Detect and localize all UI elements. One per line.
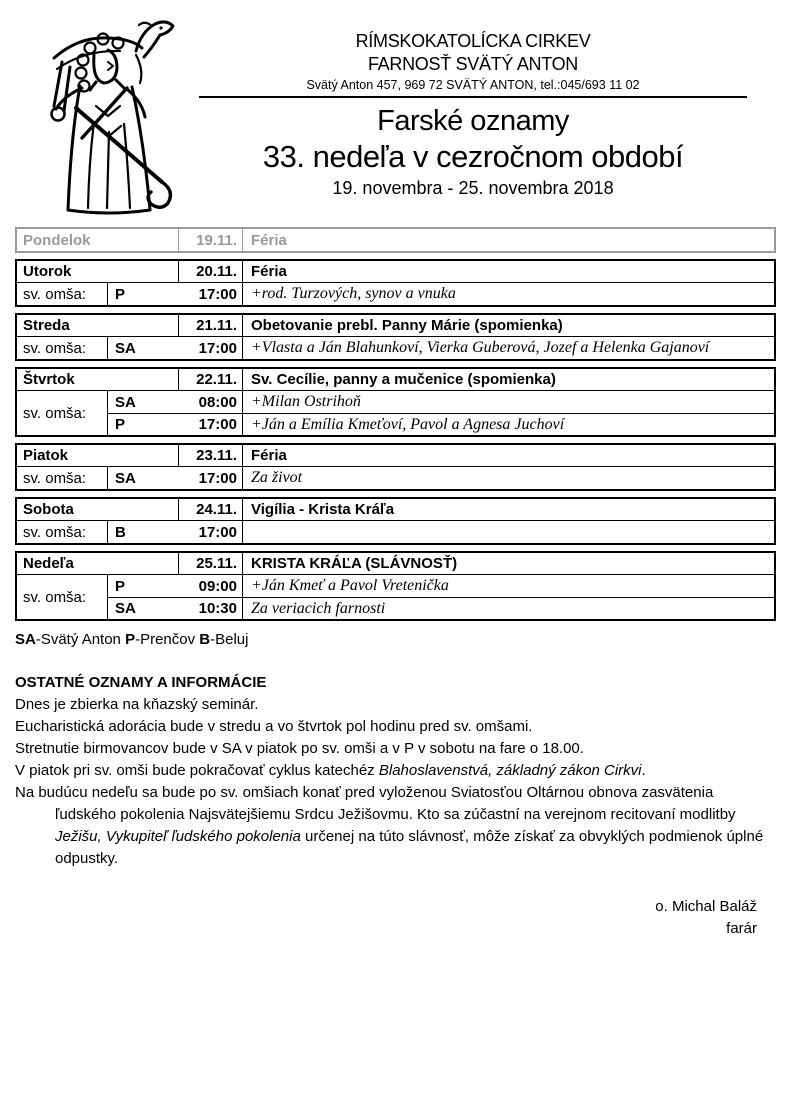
day-date: 22.11. [179,369,243,390]
org-name-line2: FARNOSŤ SVÄTÝ ANTON [367,54,578,74]
mass-intention: +rod. Turzových, synov a vnuka [251,285,456,302]
mass-section [17,575,774,619]
org-address: Svätý Anton 457, 969 72 SVÄTÝ ANTON, tel.:045/693 11 02 [306,78,640,92]
mass-place: SA [115,469,136,487]
day-date: 25.11. [179,553,243,574]
schedule-block [15,443,776,491]
day-date: 21.11. [179,315,243,336]
mass-place: B [115,523,126,541]
mass-lines [108,521,774,543]
signature-block [15,896,776,940]
feast-title: Vigília - Krista Kráľa [251,501,395,518]
announcement-item [15,782,776,870]
day-date: 20.11. [179,261,243,282]
legend-abbr: P [125,631,136,648]
announcements-heading: OSTATNÉ OZNAMY A INFORMÁCIE [15,674,267,691]
mass-lines [108,467,774,489]
mass-intention: +Milan Ostrihoň [251,393,361,410]
mass-place: SA [115,600,136,617]
announcement-item [15,760,776,782]
mass-label: sv. omša: [17,337,108,359]
feast-title: Obetovanie prebl. Panny Márie (spomienka) [251,317,563,334]
place-time-cell [108,521,243,543]
announcement-segment: Dnes je zbierka na kňazský seminár. [15,696,259,713]
mass-place: P [115,285,126,303]
legend-abbr: SA [15,631,36,648]
day-name: Piatok [17,445,179,466]
mass-row [108,337,774,359]
signature-role: farár [726,920,757,937]
legend-place: -Svätý Anton [35,631,126,648]
schedule-block [15,259,776,307]
announcement-segment: Ježišu, Vykupiteľ ľudského pokolenia [55,828,301,845]
page-header [0,0,790,224]
mass-intention: Za život [251,469,303,486]
day-date: 19.11. [179,229,243,251]
announcement-segment: V piatok pri sv. omši bude pokračovať cyklus katechéz [15,762,379,779]
mass-time: 17:00 [198,469,237,487]
mass-lines [108,337,774,359]
mass-label: sv. omša: [17,467,108,489]
mass-row [108,413,774,435]
legend-place: -Beluj [210,631,249,648]
signature-name: o. Michal Baláž [655,898,757,915]
document-date-range: 19. novembra - 25. novembra 2018 [332,178,614,198]
mass-lines [108,283,774,305]
feast-title: Féria [251,447,287,464]
good-shepherd-logo-icon [24,10,194,215]
feast-title: Féria [251,263,287,280]
mass-place: SA [115,339,136,357]
day-name: Nedeľa [17,553,179,574]
mass-time: 17:00 [198,416,237,433]
day-name: Sobota [17,499,179,520]
mass-time: 09:00 [198,577,237,595]
place-time-cell [108,391,243,413]
abbreviation-legend [15,631,776,648]
place-time-cell [108,467,243,489]
org-name-line1: RÍMSKOKATOLÍCKA CIRKEV [355,31,591,51]
announcement-segment: Stretnutie birmovancov bude v SA v piatok po sv. omši a v P v sobotu na fare o 18.00. [15,740,584,757]
mass-section [17,337,774,359]
announcement-segment: určenej na túto slávnosť, môže získať za obvyklých podmienok úplné odpustky. [55,828,764,867]
feast-title: KRISTA KRÁĽA (SLÁVNOSŤ) [251,555,458,572]
mass-schedule [15,227,776,621]
mass-section [17,391,774,435]
legend-abbr: B [199,631,211,648]
day-date: 23.11. [179,445,243,466]
day-header-row [17,229,774,251]
day-name: Štvrtok [17,369,179,390]
day-name: Streda [17,315,179,336]
day-header-row [17,261,774,283]
announcement-item [15,738,776,760]
day-header-row [17,369,774,391]
place-time-cell [108,337,243,359]
mass-row [108,521,774,543]
schedule-block [15,227,776,253]
mass-row [108,467,774,489]
mass-row [108,283,774,305]
place-time-cell [108,414,243,435]
day-header-row [17,553,774,575]
announcement-item [15,694,776,716]
page-content [15,227,776,940]
mass-label: sv. omša: [17,521,108,543]
mass-intention [243,521,774,543]
mass-label: sv. omša: [17,391,108,435]
announcement-item [15,716,776,738]
mass-intention: +Ján a Emília Kmeťoví, Pavol a Agnesa Juchoví [251,415,565,433]
mass-time: 17:00 [198,523,237,541]
mass-section [17,521,774,543]
announcement-segment: Na budúcu nedeľu sa bude po sv. omšiach konať pred vyloženou Sviatosťou Oltárnou obnova zasvätenia ľudského pokolenia Najsvätejšiemu Srdcu Ježišovmu. Kto sa zúčastní na verejnom recitovaní modlitby [15,784,736,823]
mass-time: 17:00 [198,285,237,303]
announcements-section [15,672,776,870]
legend-place: -Prenčov [135,631,200,648]
mass-row [108,597,774,619]
feast-title: Sv. Cecílie, panny a mučenice (spomienka) [251,371,556,388]
mass-section [17,467,774,489]
mass-intention: Za veriacich farnosti [251,599,386,617]
mass-intention: +Ján Kmeť a Pavol Vretenička [251,577,449,594]
day-header-row [17,445,774,467]
feast-title: Féria [251,231,287,249]
mass-time: 17:00 [198,339,237,357]
day-name: Pondelok [17,229,179,251]
place-time-cell [108,575,243,597]
schedule-block [15,551,776,621]
schedule-block [15,313,776,361]
mass-place: SA [115,393,136,411]
mass-intention: +Vlasta a Ján Blahunkoví, Vierka Guberová, Jozef a Helenka Gajanoví [251,339,710,356]
mass-row [108,575,774,597]
day-name: Utorok [17,261,179,282]
mass-place: P [115,577,126,595]
mass-time: 08:00 [198,393,237,411]
header-rule [199,96,747,98]
place-time-cell [108,598,243,619]
mass-lines [108,575,774,619]
day-header-row [17,499,774,521]
mass-label: sv. omša: [17,575,108,619]
mass-row [108,391,774,413]
mass-label: sv. omša: [17,283,108,305]
mass-time: 10:30 [198,600,237,617]
document-title: Farské oznamy [377,105,569,137]
day-date: 24.11. [179,499,243,520]
mass-section [17,283,774,305]
schedule-block [15,367,776,437]
mass-place: P [115,416,126,433]
mass-lines [108,391,774,435]
announcement-segment: . [641,762,646,779]
announcement-segment: Eucharistická adorácia bude v stredu a vo štvrtok pol hodinu pred sv. omšami. [15,718,533,735]
header-text [199,30,747,199]
place-time-cell [108,283,243,305]
document-subtitle: 33. nedeľa v cezročnom období [262,139,684,174]
schedule-block [15,497,776,545]
announcement-segment: Blahoslavenstvá, základný zákon Cirkvi [378,762,642,779]
day-header-row [17,315,774,337]
